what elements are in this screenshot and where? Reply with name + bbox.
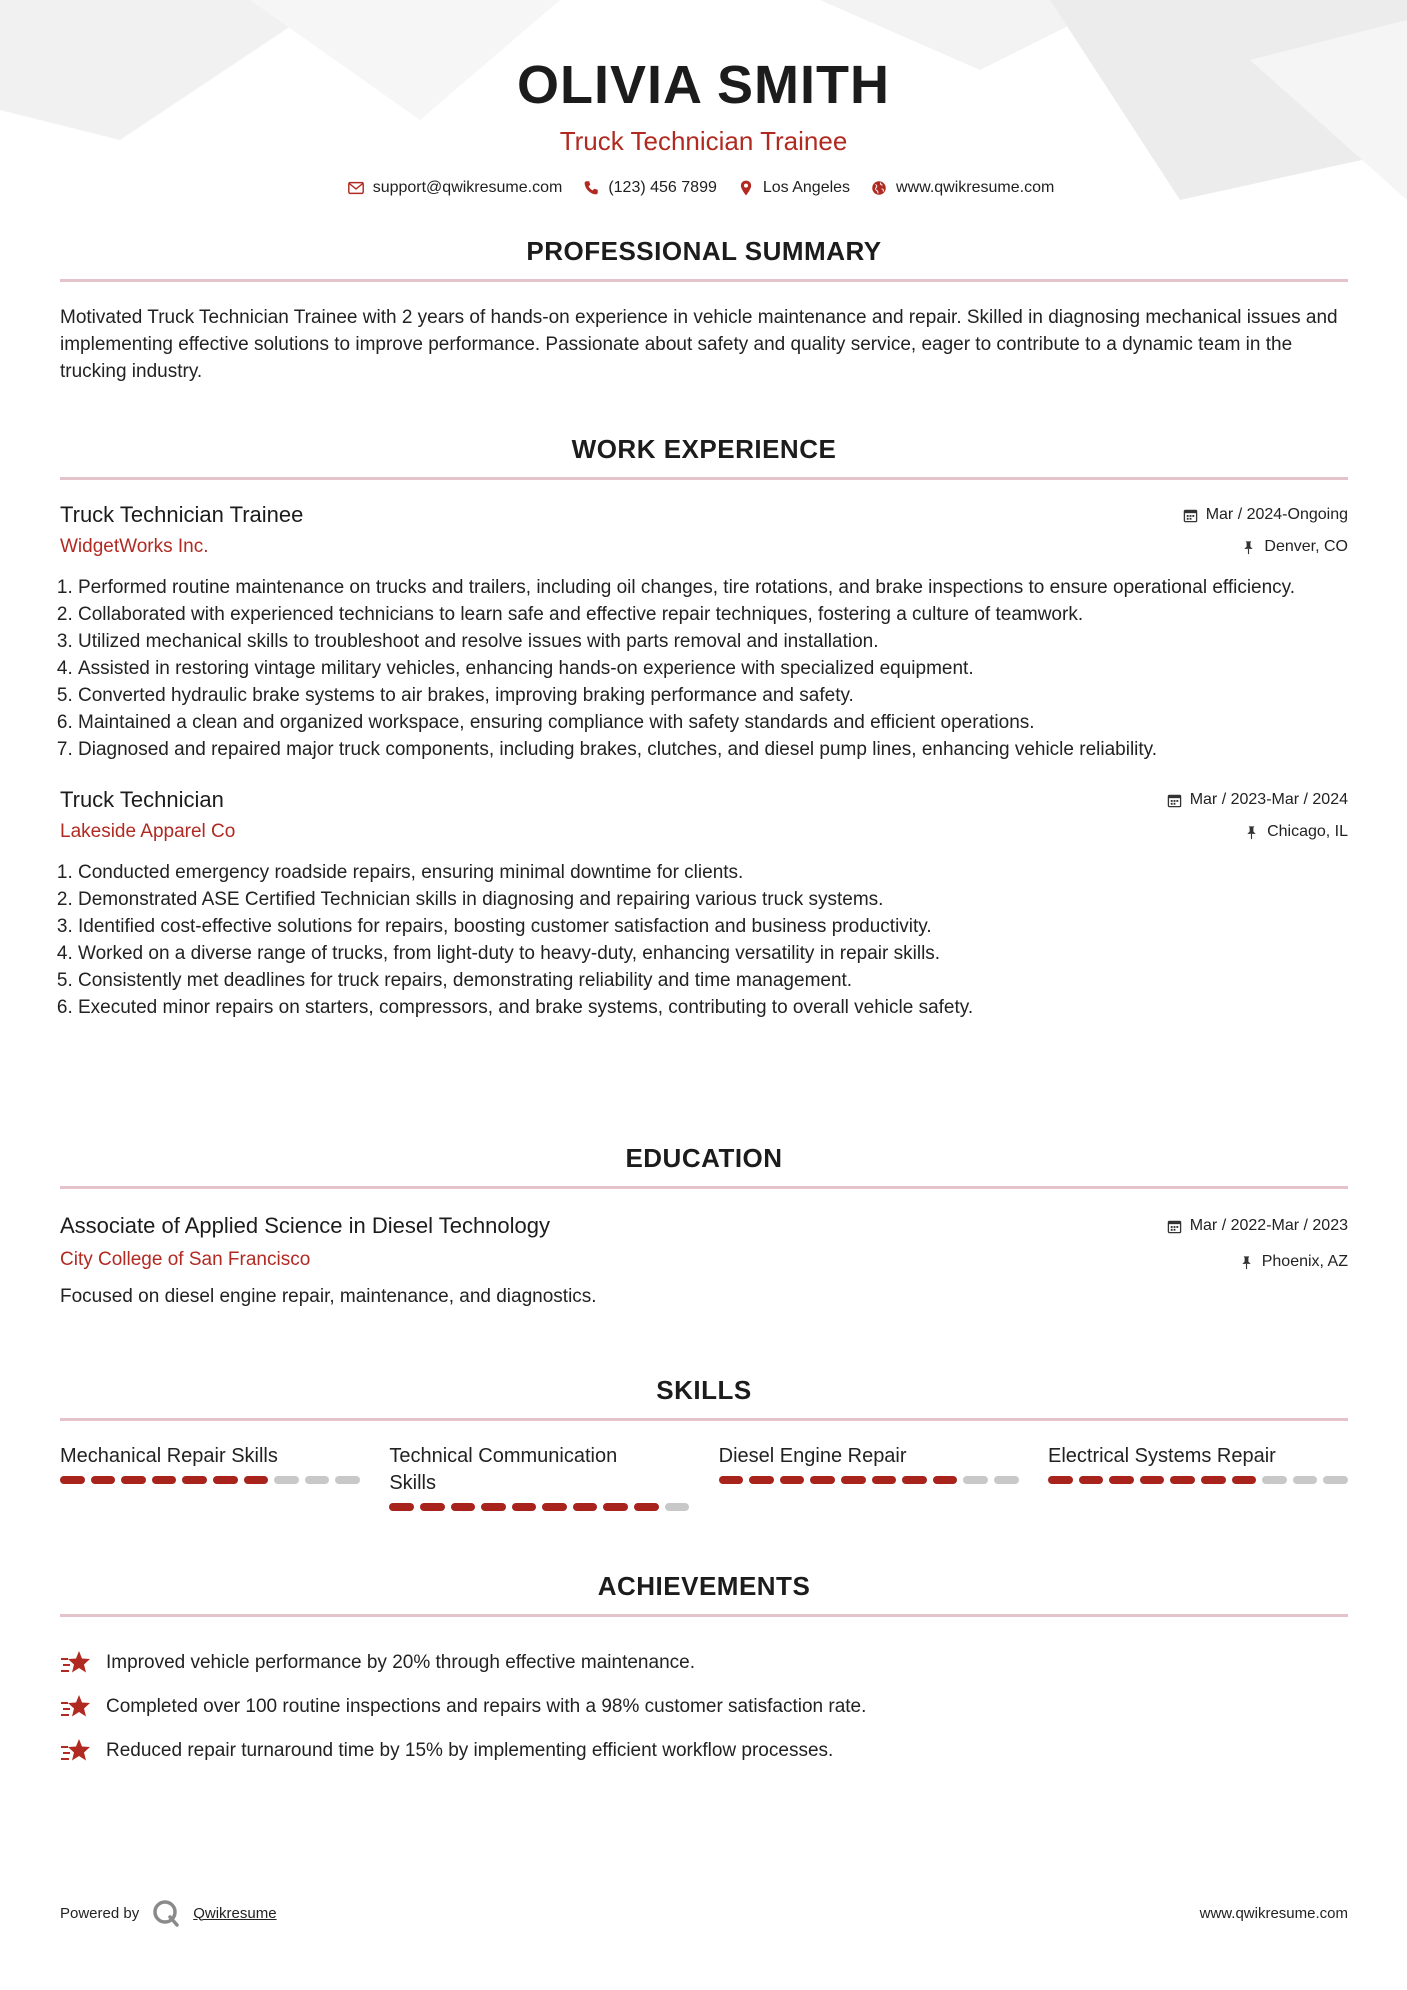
job-dates-text: Mar / 2023-Mar / 2024 [1189,791,1348,808]
section-skills [60,1375,1348,1511]
achievement-list [60,1641,1348,1773]
skill-dot-empty [335,1476,360,1484]
list-item: 7. Diagnosed and repaired major truck components, including brakes, clutches, and diesel pump lines, enhancing vehicle reliability. [78,736,1348,763]
summary-text: Motivated Truck Technician Trainee with 2 years of hands-on experience in vehicle maintenance and repair. Skilled in diagnosing mechanical issues and implementing effective solutions to improve performance. Passionate about safety and quality service, eager to contribute to a dynamic team in the trucking industry. [60,307,1338,382]
website-text: www.qwikresume.com [896,179,1055,196]
skill-dot-filled [244,1476,269,1484]
skill-dot-filled [933,1476,958,1484]
skills-grid [60,1443,1348,1511]
list-item: 4. Assisted in restoring vintage military vehicles, enhancing hands-on experience with specialized equipment. [78,655,1348,682]
skill-level-bar [389,1503,689,1511]
job-bullet-list [60,859,1348,1021]
skill-dot-filled [810,1476,835,1484]
skill-dot-filled [749,1476,774,1484]
skill-dot-empty [1262,1476,1287,1484]
qwikresume-logo-icon [151,1898,181,1928]
job-location [1241,538,1348,556]
candidate-name: OLIVIA SMITH [517,55,890,115]
skill-dot-filled [1232,1476,1257,1484]
powered-by-label: Powered by [60,1904,140,1922]
skill-dot-filled [121,1476,146,1484]
skill-item [389,1443,689,1511]
skill-dot-empty [1293,1476,1318,1484]
skill-name: Mechanical Repair Skills [60,1445,278,1467]
pushpin-icon [1244,825,1259,840]
job-bullet-list [60,574,1348,763]
section-heading: EDUCATION [625,1143,783,1173]
job-entry [60,787,1348,1021]
brand-link[interactable]: Qwikresume [193,1904,277,1922]
job-dates [1183,506,1348,524]
skill-dot-filled [182,1476,207,1484]
list-item: 1. Conducted emergency roadside repairs, ensuring minimal downtime for clients. [78,859,1348,886]
skill-dot-filled [542,1503,567,1511]
skill-dot-filled [841,1476,866,1484]
contact-phone[interactable] [582,179,717,197]
education-description: Focused on diesel engine repair, maintenance, and diagnostics. [60,1286,597,1307]
skill-item [1048,1443,1348,1511]
education-dates-text: Mar / 2022-Mar / 2023 [1189,1217,1348,1234]
skill-dot-filled [1170,1476,1195,1484]
list-item: 2. Collaborated with experienced technicians to learn safe and effective repair techniques, fostering a culture of teamwork. [78,601,1348,628]
section-achievements [60,1571,1348,1773]
skill-dot-empty [274,1476,299,1484]
list-item: 1. Performed routine maintenance on trucks and trailers, including oil changes, tire rotations, and brake inspections to ensure operational efficiency. [78,574,1348,601]
skill-level-bar [60,1476,360,1484]
skill-dot-filled [1109,1476,1134,1484]
skill-dot-filled [872,1476,897,1484]
skill-dot-filled [451,1503,476,1511]
job-title: Truck Technician [60,787,224,812]
skill-dot-empty [665,1503,690,1511]
achievement-item [60,1685,1348,1729]
education-location [1239,1253,1348,1271]
contact-location [737,179,850,197]
achievement-text: Improved vehicle performance by 20% through effective maintenance. [106,1652,695,1673]
section-divider [60,1186,1348,1189]
job-company: Lakeside Apparel Co [60,821,236,842]
star-icon [60,1692,92,1722]
degree-title: Associate of Applied Science in Diesel Technology [60,1213,551,1238]
skill-dot-filled [389,1503,414,1511]
skill-dot-filled [1048,1476,1073,1484]
list-item: 3. Identified cost-effective solutions for repairs, boosting customer satisfaction and business productivity. [78,913,1348,940]
skill-level-bar [1048,1476,1348,1484]
section-divider [60,1614,1348,1617]
skill-dot-filled [91,1476,116,1484]
achievement-text: Completed over 100 routine inspections and repairs with a 98% customer satisfaction rate. [106,1696,867,1717]
skill-level-bar [719,1476,1019,1484]
education-entry [60,1213,1348,1310]
section-divider [60,477,1348,480]
pushpin-icon [1239,1255,1254,1270]
skill-name: Electrical Systems Repair [1047,1445,1276,1467]
skill-dot-filled [719,1476,744,1484]
skill-dot-empty [963,1476,988,1484]
calendar-icon [1167,1219,1182,1234]
skill-dot-filled [780,1476,805,1484]
job-location-text: Chicago, IL [1267,823,1348,840]
skill-item [60,1443,360,1511]
list-item: 4. Worked on a diverse range of trucks, from light-duty to heavy-duty, enhancing versatility in repair skills. [78,940,1348,967]
job-location-text: Denver, CO [1264,538,1348,555]
skill-dot-filled [60,1476,85,1484]
job-entry [60,502,1348,763]
skill-dot-filled [420,1503,445,1511]
section-divider [60,279,1348,282]
skill-dot-filled [573,1503,598,1511]
skill-name: Technical Communication Skills [389,1445,618,1494]
section-work-experience [60,434,1348,1021]
envelope-icon [347,179,365,197]
school-name: City College of San Francisco [60,1249,311,1270]
section-professional-summary [60,236,1348,385]
skill-dot-empty [1323,1476,1348,1484]
skill-dot-filled [213,1476,238,1484]
contact-website[interactable] [870,179,1054,197]
job-meta [1167,791,1348,841]
pushpin-icon [1241,540,1256,555]
list-item: 3. Utilized mechanical skills to troubleshoot and resolve issues with parts removal and installation. [78,628,1348,655]
footer-website-link[interactable]: www.qwikresume.com [1199,1904,1348,1922]
skill-dot-filled [603,1503,628,1511]
skill-dot-filled [1201,1476,1226,1484]
education-meta [1167,1217,1348,1271]
skill-dot-filled [481,1503,506,1511]
list-item: 6. Executed minor repairs on starters, compressors, and brake systems, contributing to overall vehicle safety. [78,994,1348,1021]
skill-dot-empty [994,1476,1019,1484]
achievement-item [60,1641,1348,1685]
calendar-icon [1167,793,1182,808]
phone-text: (123) 456 7899 [608,179,717,196]
skill-name: Diesel Engine Repair [718,1445,907,1467]
skill-dot-filled [1079,1476,1104,1484]
job-dates-text: Mar / 2024-Ongoing [1205,506,1348,523]
list-item: 5. Converted hydraulic brake systems to air brakes, improving braking performance and safety. [78,682,1348,709]
education-location-text: Phoenix, AZ [1261,1253,1348,1270]
page-footer [60,1898,1348,1928]
job-company: WidgetWorks Inc. [60,536,209,557]
list-item: 2. Demonstrated ASE Certified Technician skills in diagnosing and repairing various truck systems. [78,886,1348,913]
job-title: Truck Technician Trainee [60,502,304,527]
list-item: 6. Maintained a clean and organized workspace, ensuring compliance with safety standards and efficient operations. [78,709,1348,736]
candidate-title: Truck Technician Trainee [559,126,848,156]
contact-email[interactable] [347,179,563,197]
footer-branding [60,1898,277,1928]
star-icon [60,1648,92,1678]
job-dates [1167,791,1348,809]
job-meta [1183,506,1348,556]
resume-header [0,0,1407,197]
globe-icon [870,179,888,197]
calendar-icon [1183,508,1198,523]
section-heading: WORK EXPERIENCE [571,434,837,464]
section-heading: ACHIEVEMENTS [597,1571,811,1601]
section-heading: PROFESSIONAL SUMMARY [526,236,882,266]
section-divider [60,1418,1348,1421]
education-dates [1167,1217,1348,1235]
skill-dot-filled [902,1476,927,1484]
contact-row [0,179,1407,197]
list-item: 5. Consistently met deadlines for truck repairs, demonstrating reliability and time management. [78,967,1348,994]
job-location [1244,823,1348,841]
skill-dot-filled [1140,1476,1165,1484]
skill-item [719,1443,1019,1511]
star-icon [60,1736,92,1766]
email-text: support@qwikresume.com [372,179,563,196]
location-text: Los Angeles [762,179,851,196]
achievement-text: Reduced repair turnaround time by 15% by implementing efficient workflow processes. [106,1740,834,1761]
section-education [60,1143,1348,1310]
skill-dot-filled [152,1476,177,1484]
achievement-item [60,1729,1348,1773]
skill-dot-filled [512,1503,537,1511]
skill-dot-empty [305,1476,330,1484]
map-pin-icon [737,179,755,197]
phone-icon [582,179,600,197]
skill-dot-filled [634,1503,659,1511]
section-heading: SKILLS [656,1375,752,1405]
